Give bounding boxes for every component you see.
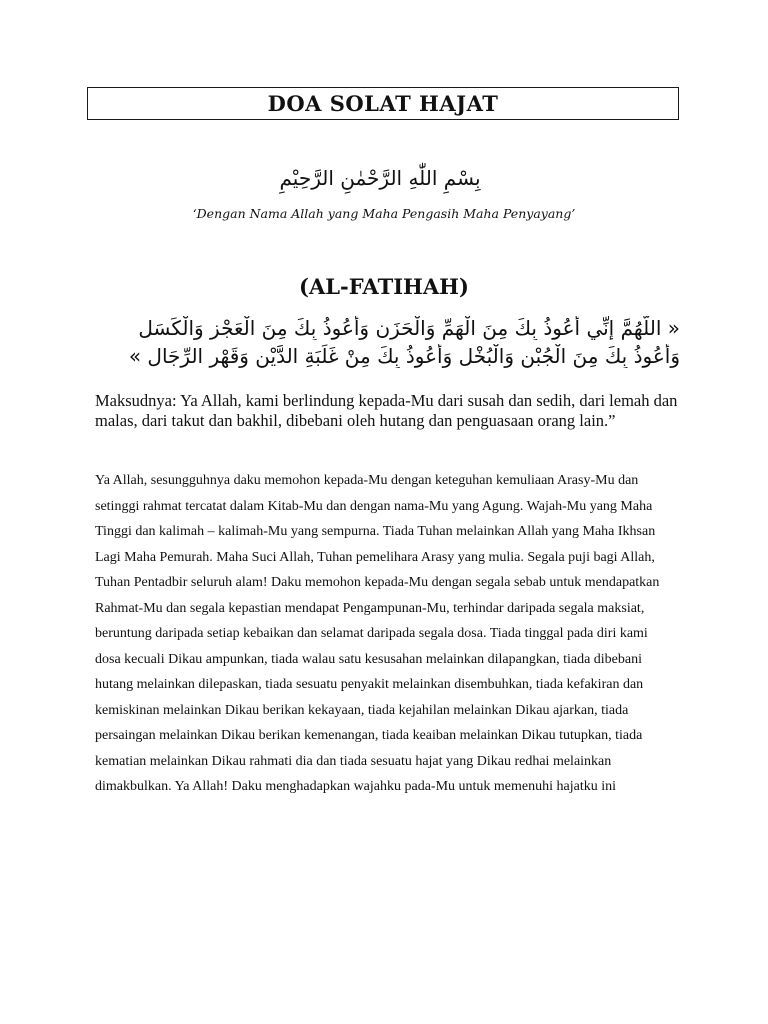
- bismillah-translation: ‘Dengan Nama Allah yang Maha Pengasih Maha Penyayang’: [192, 206, 576, 221]
- arabic-prayer-line-2: وَأَعُوذُ بِكَ مِنَ الْجُبْنِ وَالْبُخْلِ وَأَعُوذُ بِكَ مِنْ غَلَبَةِ الدَّيْنِ وَقَهْرِ الرِّجَالِ »: [128, 344, 680, 368]
- arabic-prayer-line-1: « اللَّهُمَّ إِنِّي أَعُوذُ بِكَ مِنَ الْهَمِّ وَالْحَزَنِ وَأَعُوذُ بِكَ مِنَ الْعَجْزِ وَالْكَسَلِ: [138, 316, 680, 340]
- section-heading: (AL-FATIHAH): [299, 274, 469, 299]
- bismillah-arabic: بِسْمِ اللّٰهِ الرَّحْمٰنِ الرَّحِيْمِ: [279, 166, 481, 190]
- title-box: [87, 87, 679, 120]
- bismillah-calligraphy: [220, 160, 540, 196]
- document-title: DOA SOLAT HAJAT: [267, 91, 499, 116]
- body-paragraph: Ya Allah, sesungguhnya daku memohon kepada-Mu dengan keteguhan kemuliaan Arasy-Mu dan setinggi rahmat tercatat dalam Kitab-Mu dan dengan nama-Mu yang Agung. Wajah-Mu yang Maha Tinggi dan kalimah – kalimah-Mu yang sempurna. Tiada Tuhan melainkan Allah yang Maha Ikhsan Lagi Maha Pemurah. Maha Suci Allah, Tuhan pemelihara Arasy yang mulia. Segala puji bagi Allah, Tuhan Pentadbir seluruh alam! Daku memohon kepada-Mu dengan segala sebab untuk mendapatkan Rahmat-Mu dan segala kepastian mendapat Pengampunan-Mu, terhindar daripada segala maksiat, beruntung daripada setiap kebaikan dan selamat daripada segala dosa. Tiada tinggal pada diri kami dosa kecuali Dikau ampunkan, tiada walau satu kesusahan melainkan dilapangkan, tiada dibebani hutang melainkan dilepaskan, tiada sesuatu penyakit melainkan disembuhkan, tiada kefakiran dan kemiskinan melainkan Dikau berikan kekayaan, tiada kejahilan melainkan Dikau ajarkan, tiada persaingan melainkan Dikau berikan kemenangan, tiada keaiban melainkan Dikau tutupkan, tiada kematian melainkan Dikau rahmati dia dan tiada sesuatu hajat yang Dikau redhai melainkan dimakbulkan. Ya Allah! Daku menghadapkan wajahku pada-Mu untuk memenuhi hajatku ini: [95, 473, 660, 794]
- prayer-meaning: Maksudnya: Ya Allah, kami berlindung kepada-Mu dari susah dan sedih, dari lemah dan malas, dari takut dan bakhil, dibebani oleh hutang dan penguasaan orang lain.”: [95, 391, 678, 430]
